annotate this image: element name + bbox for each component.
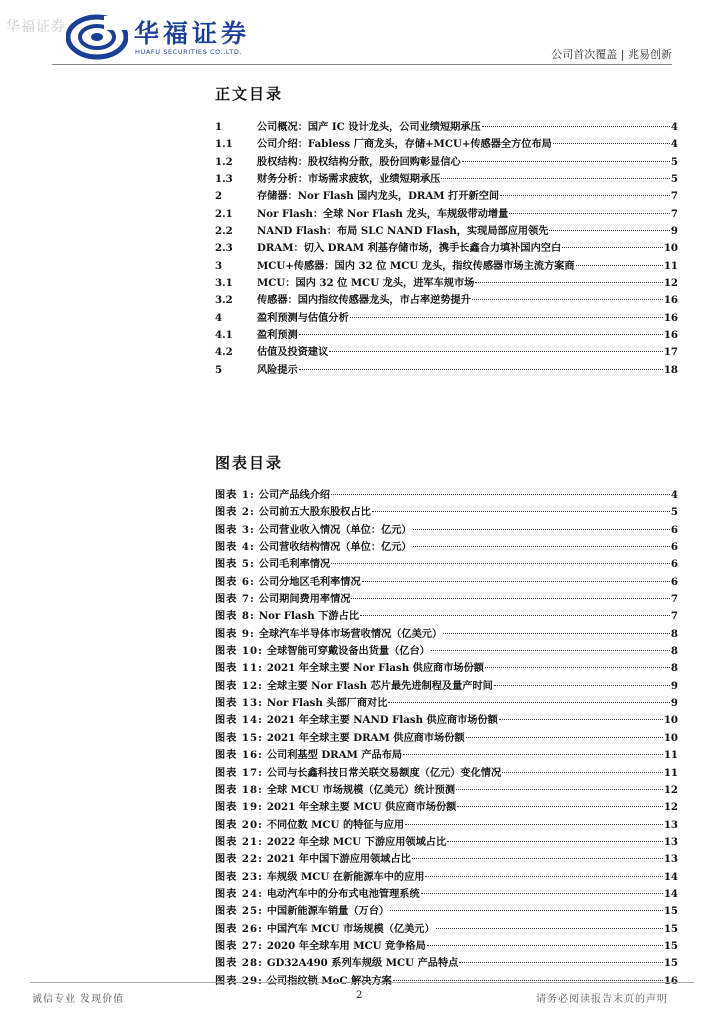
figure-entry-label: 图表 27: bbox=[215, 939, 263, 952]
toc-entry[interactable] bbox=[215, 135, 678, 152]
figure-entry-title: 公司前五大股东股权占比 bbox=[258, 506, 371, 519]
toc-entry-page: 16 bbox=[663, 329, 678, 342]
figure-entry-page: 13 bbox=[663, 835, 678, 848]
toc-dot-leader bbox=[576, 265, 663, 266]
figure-entry-title: 不同位数 MCU 的特征与应用 bbox=[266, 818, 405, 831]
figure-toc-entry[interactable] bbox=[215, 850, 678, 867]
toc-dot-leader bbox=[482, 126, 670, 127]
toc-entry-page: 7 bbox=[670, 207, 678, 220]
figure-entry-label: 图表 3: bbox=[215, 523, 255, 536]
toc-entry-page: 4 bbox=[670, 121, 678, 133]
toc-entry-number: 1 bbox=[215, 121, 223, 133]
header-divider bbox=[52, 64, 672, 65]
figure-toc-entry[interactable] bbox=[215, 781, 678, 798]
logo-swirl-icon bbox=[66, 14, 128, 60]
report-type: 公司首次覆盖 | 兆易创新 bbox=[551, 48, 672, 61]
brand-name-en: HUAFU SECURITIES CO.,LTD. bbox=[135, 48, 243, 56]
toc-dot-leader bbox=[509, 213, 670, 214]
toc-entry-number: 3 bbox=[215, 259, 223, 272]
figure-toc-entry[interactable] bbox=[215, 729, 678, 746]
figure-toc-entry[interactable] bbox=[215, 764, 678, 781]
toc-entry-page: 16 bbox=[663, 294, 678, 307]
figure-entry-title: 2021 年全球主要 MCU 供应商市场份额 bbox=[266, 801, 457, 814]
figure-entry-page: 15 bbox=[663, 922, 678, 935]
figure-entry-page: 11 bbox=[663, 766, 678, 779]
toc-title: 正文目录 bbox=[215, 85, 284, 103]
figure-entry-label: 图表 25: bbox=[215, 905, 263, 918]
figure-dot-leader bbox=[456, 789, 663, 790]
figure-toc-entry[interactable] bbox=[215, 711, 678, 728]
figure-entry-title: 公司期间费用率情况 bbox=[258, 593, 351, 606]
toc-entry-number: 4.2 bbox=[215, 346, 233, 359]
toc-entry-title: MCU：国内 32 位 MCU 龙头，进军车规市场 bbox=[257, 277, 475, 290]
toc-entry-title: 盈利预测 bbox=[257, 329, 298, 342]
figure-dot-leader bbox=[360, 615, 670, 616]
toc-entry[interactable] bbox=[215, 361, 678, 378]
toc-entry-page: 9 bbox=[670, 225, 678, 238]
figure-dot-leader bbox=[372, 511, 670, 512]
toc-entry-number: 2 bbox=[215, 190, 223, 203]
figure-entry-label: 图表 1: bbox=[215, 489, 255, 501]
figure-entry-label: 图表 10: bbox=[215, 645, 263, 658]
figure-toc-entry[interactable] bbox=[215, 642, 678, 659]
figure-entry-page: 11 bbox=[663, 749, 678, 762]
toc-entry-number: 2.3 bbox=[215, 242, 233, 255]
figure-dot-leader bbox=[405, 824, 663, 825]
figure-toc-entry[interactable] bbox=[215, 885, 678, 902]
figure-entry-label: 图表 21: bbox=[215, 835, 263, 848]
figure-entry-title: 2020 年全球车用 MCU 竞争格局 bbox=[266, 939, 426, 952]
toc-entry-number: 4 bbox=[215, 311, 223, 324]
figure-entry-title: 车规级 MCU 在新能源车中的应用 bbox=[266, 870, 425, 883]
toc-dot-leader bbox=[299, 334, 663, 335]
figure-entry-label: 图表 23: bbox=[215, 870, 263, 883]
toc-entry[interactable] bbox=[215, 309, 678, 326]
toc-entry-title: 风险提示 bbox=[257, 363, 298, 376]
watermark-text: 华福证券 bbox=[6, 19, 66, 35]
figure-toc-entry[interactable] bbox=[215, 902, 678, 919]
figure-entry-label: 图表 7: bbox=[215, 593, 255, 606]
figure-entry-page: 8 bbox=[670, 645, 678, 658]
toc-entry-title: DRAM：切入 DRAM 利基存储市场，携手长鑫合力填补国内空白 bbox=[257, 242, 562, 255]
figure-entry-page: 6 bbox=[670, 575, 678, 588]
figure-entry-label: 图表 20: bbox=[215, 818, 263, 831]
toc-entry-page: 12 bbox=[663, 277, 678, 290]
toc-entry-number: 1.2 bbox=[215, 155, 233, 168]
figure-toc-entry[interactable] bbox=[215, 937, 678, 954]
footer-slogan: 诚信专业 发现价值 bbox=[32, 994, 125, 1005]
figure-dot-leader bbox=[412, 858, 663, 859]
figure-entry-page: 15 bbox=[663, 957, 678, 970]
figure-dot-leader bbox=[331, 563, 670, 564]
figure-entry-label: 图表 11: bbox=[215, 662, 263, 675]
figure-entry-page: 10 bbox=[663, 731, 678, 744]
toc-entry[interactable] bbox=[215, 118, 678, 135]
figure-entry-label: 图表 28: bbox=[215, 957, 263, 970]
figure-entry-label: 图表 6: bbox=[215, 575, 255, 588]
toc-entry-title: NAND Flash：布局 SLC NAND Flash，实现局部应用领先 bbox=[257, 225, 549, 238]
figure-dot-leader bbox=[425, 876, 662, 877]
figure-entry-title: 全球主要 Nor Flash 芯片最先进制程及量产时间 bbox=[266, 679, 493, 692]
figure-entry-page: 13 bbox=[663, 818, 678, 831]
toc-entry-number: 2.1 bbox=[215, 207, 233, 220]
figure-entry-page: 9 bbox=[670, 679, 678, 692]
toc-entry[interactable] bbox=[215, 291, 678, 308]
figure-dot-leader bbox=[502, 772, 663, 773]
figure-entry-page: 15 bbox=[663, 939, 678, 952]
toc-entry-page: 10 bbox=[663, 242, 678, 255]
toc-entry[interactable] bbox=[215, 222, 678, 239]
toc-dot-leader bbox=[562, 247, 663, 248]
figure-toc-entry[interactable] bbox=[215, 972, 678, 989]
toc-entry-title: MCU+传感器：国内 32 位 MCU 龙头，指纹传感器市场主流方案商 bbox=[257, 259, 575, 272]
figure-dot-leader bbox=[413, 529, 670, 530]
figure-entry-page: 16 bbox=[663, 974, 678, 987]
figure-entry-page: 7 bbox=[670, 610, 678, 623]
figure-toc-title: 图表目录 bbox=[215, 454, 284, 472]
toc-dot-leader bbox=[549, 230, 669, 231]
figure-entry-title: 公司产品线介绍 bbox=[258, 489, 331, 501]
figure-dot-leader bbox=[485, 667, 670, 668]
figure-dot-leader bbox=[403, 754, 663, 755]
figure-entry-title: 中国新能源车销量（万台） bbox=[266, 905, 390, 918]
figure-toc-entry[interactable] bbox=[215, 677, 678, 694]
toc-entry-title: 公司介绍：Fabless 厂商龙头，存储+MCU+传感器全方位布局 bbox=[257, 138, 552, 151]
figure-entry-label: 图表 8: bbox=[215, 610, 255, 623]
figure-toc-entry[interactable] bbox=[215, 694, 678, 711]
figure-entry-label: 图表 15: bbox=[215, 731, 263, 744]
figure-entry-title: 公司营收结构情况（单位：亿元） bbox=[258, 541, 412, 554]
toc-entry-number: 4.1 bbox=[215, 329, 233, 342]
figure-entry-label: 图表 26: bbox=[215, 922, 263, 935]
figure-toc-entry[interactable] bbox=[215, 538, 678, 555]
figure-entry-title: 公司利基型 DRAM 产品布局 bbox=[266, 749, 403, 762]
toc-dot-leader bbox=[500, 195, 670, 196]
figure-toc-entry[interactable] bbox=[215, 798, 678, 815]
figure-dot-leader bbox=[390, 910, 663, 911]
figure-toc-entry[interactable] bbox=[215, 521, 678, 538]
figure-dot-leader bbox=[351, 598, 669, 599]
figure-entry-label: 图表 9: bbox=[215, 627, 255, 640]
figure-entry-label: 图表 2: bbox=[215, 506, 255, 519]
figure-toc-entry[interactable] bbox=[215, 868, 678, 885]
toc-entry-page: 5 bbox=[670, 173, 678, 186]
toc-dot-leader bbox=[472, 299, 663, 300]
figure-entry-page: 14 bbox=[663, 870, 678, 883]
toc-entry-number: 2.2 bbox=[215, 225, 233, 238]
figure-toc-entry[interactable] bbox=[215, 503, 678, 520]
figure-entry-label: 图表 14: bbox=[215, 714, 263, 727]
figure-entry-title: 全球智能可穿戴设备出货量（亿台） bbox=[266, 645, 430, 658]
toc-entry-title: 股权结构：股权结构分散，股份回购彰显信心 bbox=[257, 155, 461, 168]
toc-entry-title: 财务分析：市场需求疲软，业绩短期承压 bbox=[257, 173, 441, 186]
figure-dot-leader bbox=[413, 546, 670, 547]
figure-entry-title: 公司分地区毛利率情况 bbox=[258, 575, 361, 588]
figure-entry-title: 2021 年全球主要 Nor Flash 供应商市场份额 bbox=[266, 662, 484, 675]
figure-entry-label: 图表 29: bbox=[215, 974, 263, 987]
figure-entry-page: 8 bbox=[670, 662, 678, 675]
figure-entry-page: 15 bbox=[663, 905, 678, 918]
toc-dot-leader bbox=[329, 351, 663, 352]
figure-dot-leader bbox=[388, 702, 670, 703]
figure-entry-title: 电动汽车中的分布式电池管理系统 bbox=[266, 887, 420, 900]
figure-entry-page: 13 bbox=[663, 853, 678, 866]
figure-entry-title: 公司指纹锁 MoC 解决方案 bbox=[266, 974, 392, 987]
figure-toc-entry[interactable] bbox=[215, 625, 678, 642]
figure-entry-page: 12 bbox=[663, 801, 678, 814]
page-number: 2 bbox=[356, 990, 363, 1001]
footer-divider bbox=[30, 982, 694, 983]
toc-list bbox=[215, 118, 678, 378]
toc-entry-title: 估值及投资建议 bbox=[257, 346, 329, 359]
figure-dot-leader bbox=[427, 945, 663, 946]
toc-dot-leader bbox=[462, 161, 670, 162]
toc-entry-number: 3.1 bbox=[215, 277, 233, 290]
toc-entry-page: 17 bbox=[663, 346, 678, 359]
figure-entry-page: 5 bbox=[670, 506, 678, 519]
figure-toc-entry[interactable] bbox=[215, 920, 678, 937]
figure-toc-entry[interactable] bbox=[215, 573, 678, 590]
toc-entry[interactable] bbox=[215, 187, 678, 204]
figure-toc-entry[interactable] bbox=[215, 833, 678, 850]
figure-toc-list bbox=[215, 486, 678, 989]
figure-entry-page: 6 bbox=[670, 541, 678, 554]
figure-dot-leader bbox=[459, 962, 662, 963]
figure-entry-title: 2022 年全球 MCU 下游应用领域占比 bbox=[266, 835, 447, 848]
figure-dot-leader bbox=[457, 806, 662, 807]
brand-name-cn: 华福证券 bbox=[134, 19, 251, 48]
figure-toc-entry[interactable] bbox=[215, 816, 678, 833]
figure-dot-leader bbox=[421, 893, 663, 894]
figure-entry-label: 图表 12: bbox=[215, 679, 263, 692]
toc-entry[interactable] bbox=[215, 274, 678, 291]
toc-entry[interactable] bbox=[215, 153, 678, 170]
figure-entry-page: 6 bbox=[670, 523, 678, 536]
figure-dot-leader bbox=[431, 650, 670, 651]
toc-dot-leader bbox=[441, 178, 670, 179]
figure-entry-title: 2021 年全球主要 DRAM 供应商市场份额 bbox=[266, 731, 465, 744]
toc-entry[interactable] bbox=[215, 257, 678, 274]
toc-dot-leader bbox=[299, 369, 663, 370]
figure-entry-title: GD32A490 系列车规级 MCU 产品特点 bbox=[266, 957, 459, 970]
figure-toc-entry[interactable] bbox=[215, 607, 678, 624]
figure-entry-title: 公司毛利率情况 bbox=[258, 558, 331, 571]
figure-entry-label: 图表 17: bbox=[215, 766, 263, 779]
toc-entry-number: 3.2 bbox=[215, 294, 233, 307]
toc-entry-number: 5 bbox=[215, 363, 223, 376]
figure-toc-entry[interactable] bbox=[215, 659, 678, 676]
toc-entry-page: 16 bbox=[663, 311, 678, 324]
figure-entry-page: 9 bbox=[670, 697, 678, 710]
figure-entry-label: 图表 13: bbox=[215, 697, 263, 710]
figure-toc-entry[interactable] bbox=[215, 555, 678, 572]
figure-toc-entry[interactable] bbox=[215, 746, 678, 763]
figure-entry-label: 图表 22: bbox=[215, 853, 263, 866]
figure-dot-leader bbox=[443, 633, 670, 634]
figure-dot-leader bbox=[494, 685, 670, 686]
toc-entry[interactable] bbox=[215, 170, 678, 187]
figure-entry-page: 7 bbox=[670, 593, 678, 606]
footer-disclaimer: 请务必阅读报告末页的声明 bbox=[536, 994, 668, 1005]
toc-entry-title: Nor Flash：全球 Nor Flash 龙头，车规级带动增量 bbox=[257, 207, 509, 220]
figure-entry-label: 图表 24: bbox=[215, 887, 263, 900]
toc-entry-number: 1.3 bbox=[215, 173, 233, 186]
figure-entry-page: 4 bbox=[670, 489, 678, 501]
figure-toc-entry[interactable] bbox=[215, 590, 678, 607]
toc-entry[interactable] bbox=[215, 205, 678, 222]
figure-dot-leader bbox=[393, 980, 663, 981]
figure-entry-label: 图表 19: bbox=[215, 801, 263, 814]
figure-dot-leader bbox=[466, 737, 663, 738]
toc-entry-page: 4 bbox=[670, 138, 678, 151]
figure-entry-title: 2021 年中国下游应用领域占比 bbox=[266, 853, 411, 866]
figure-entry-title: 全球 MCU 市场规模（亿美元）统计预测 bbox=[266, 783, 456, 796]
figure-entry-title: 公司与长鑫科技日常关联交易额度（亿元）变化情况 bbox=[266, 766, 502, 779]
figure-entry-label: 图表 4: bbox=[215, 541, 255, 554]
figure-toc-entry[interactable] bbox=[215, 486, 678, 503]
figure-entry-page: 8 bbox=[670, 627, 678, 640]
figure-entry-label: 图表 5: bbox=[215, 558, 255, 571]
toc-entry-page: 11 bbox=[663, 259, 678, 272]
toc-entry-page: 5 bbox=[670, 155, 678, 168]
toc-entry-number: 1.1 bbox=[215, 138, 233, 151]
toc-dot-leader bbox=[350, 317, 663, 318]
toc-entry-title: 存储器：Nor Flash 国内龙头，DRAM 打开新空间 bbox=[257, 190, 500, 203]
figure-entry-title: 2021 年全球主要 NAND Flash 供应商市场份额 bbox=[266, 714, 498, 727]
figure-entry-page: 12 bbox=[663, 783, 678, 796]
toc-entry[interactable] bbox=[215, 343, 678, 360]
figure-dot-leader bbox=[331, 494, 670, 495]
figure-toc-entry[interactable] bbox=[215, 954, 678, 971]
figure-dot-leader bbox=[362, 581, 670, 582]
toc-entry[interactable] bbox=[215, 239, 678, 256]
figure-entry-page: 14 bbox=[663, 887, 678, 900]
toc-entry-page: 7 bbox=[670, 190, 678, 203]
toc-dot-leader bbox=[553, 143, 670, 144]
company-logo bbox=[66, 12, 276, 64]
toc-entry-title: 盈利预测与估值分析 bbox=[257, 311, 349, 324]
figure-entry-label: 图表 16: bbox=[215, 749, 263, 762]
figure-entry-page: 10 bbox=[663, 714, 678, 727]
figure-dot-leader bbox=[436, 928, 663, 929]
figure-entry-title: 全球汽车半导体市场营收情况（亿美元） bbox=[258, 627, 443, 640]
figure-dot-leader bbox=[499, 719, 663, 720]
figure-entry-page: 6 bbox=[670, 558, 678, 571]
figure-dot-leader bbox=[447, 841, 663, 842]
figure-entry-label: 图表 18: bbox=[215, 783, 263, 796]
toc-entry-title: 传感器：国内指纹传感器龙头，市占率逆势提升 bbox=[257, 294, 471, 307]
toc-entry[interactable] bbox=[215, 326, 678, 343]
figure-entry-title: Nor Flash 头部厂商对比 bbox=[266, 697, 388, 710]
toc-entry-page: 18 bbox=[663, 363, 678, 376]
toc-dot-leader bbox=[475, 282, 662, 283]
figure-entry-title: Nor Flash 下游占比 bbox=[258, 610, 359, 623]
toc-entry-title: 公司概况：国产 IC 设计龙头，公司业绩短期承压 bbox=[257, 121, 481, 133]
figure-entry-title: 公司营业收入情况（单位：亿元） bbox=[258, 523, 412, 536]
figure-entry-title: 中国汽车 MCU 市场规模（亿美元） bbox=[266, 922, 435, 935]
